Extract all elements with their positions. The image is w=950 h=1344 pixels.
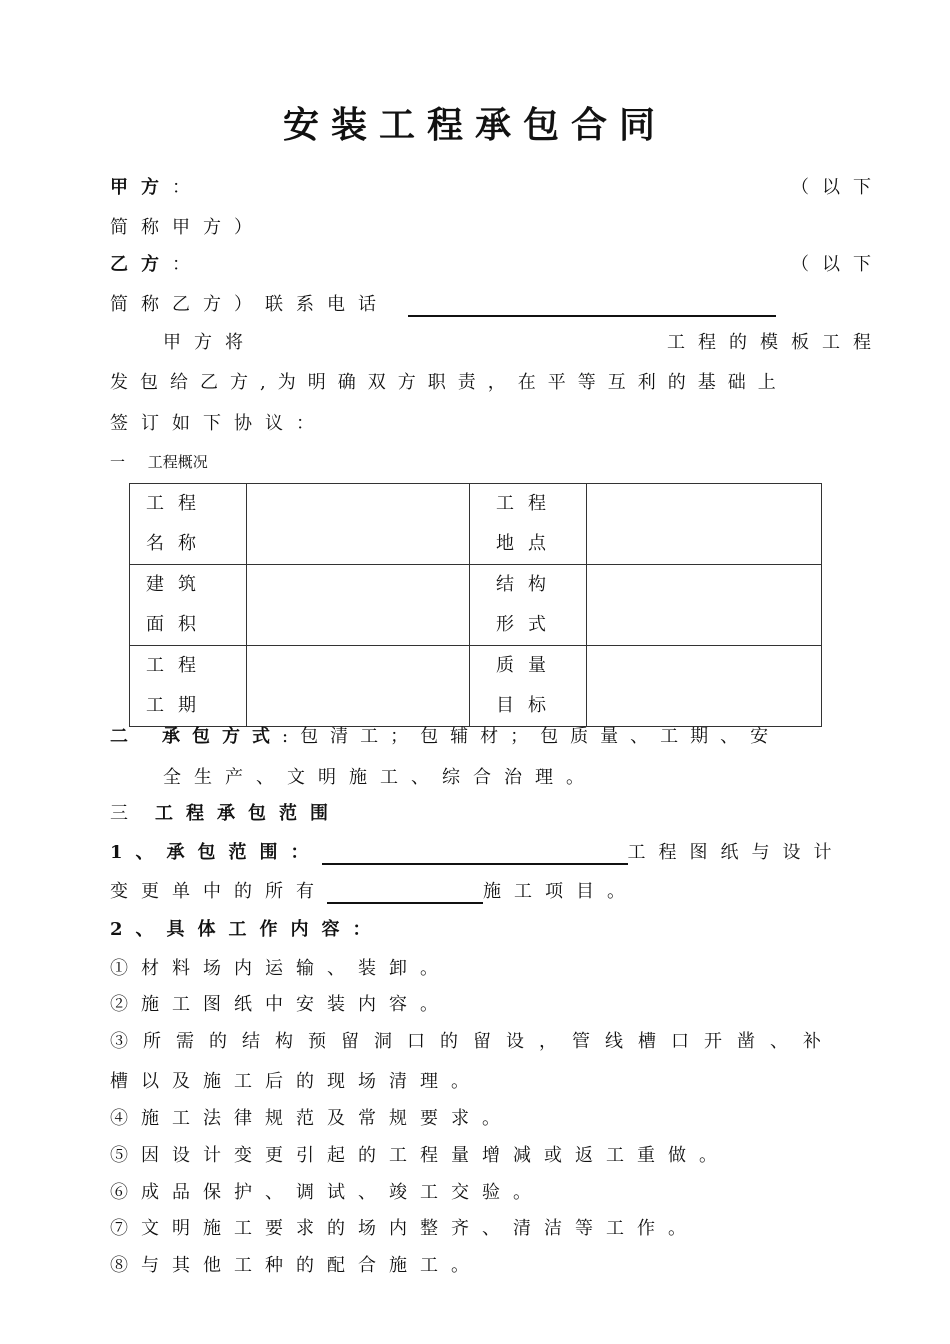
section1-heading	[110, 450, 208, 474]
table-label-line: 名称	[146, 533, 210, 554]
work-item: ③所需的结构预留洞口的留设，管线槽口开凿、补	[110, 1031, 836, 1052]
section1-title: 工程概况	[147, 453, 208, 471]
table-label-line: 工程	[146, 655, 210, 676]
phone-blank	[408, 295, 776, 317]
intro-line3: 签订如下协议：	[110, 413, 327, 434]
work-item: 槽以及施工后的现场清理。	[110, 1071, 482, 1092]
party-a-colon: ：	[172, 177, 203, 198]
party-b-label-text: 乙方	[110, 254, 172, 275]
work-item: ④施工法律规范及常规要求。	[110, 1108, 513, 1129]
item1-label: 1、承包范围：	[110, 842, 322, 863]
table-label-cell	[130, 646, 247, 727]
table-label-line: 工期	[146, 695, 210, 716]
item2-label: 2、具体工作内容：	[110, 919, 384, 940]
table-label-cell	[130, 484, 247, 565]
project-location-value	[587, 484, 822, 565]
items-blank	[327, 882, 483, 904]
party-b-colon: ：	[172, 254, 203, 275]
document-title: 安装工程承包合同	[282, 104, 667, 146]
work-item: ⑧与其他工种的配合施工。	[110, 1255, 482, 1276]
section2-title: 承包方式	[162, 726, 282, 747]
quality-target-value	[587, 646, 822, 727]
project-name-value	[247, 484, 470, 565]
party-b-contact-label: 简称乙方）联系电话	[110, 294, 389, 315]
table-label-line: 面积	[146, 614, 210, 635]
party-a-label-text: 甲方	[110, 177, 172, 198]
table-label-line: 结构	[496, 574, 560, 595]
section2-text: :包清工；包辅材；包质量、工期、安	[282, 726, 781, 747]
duration-value	[247, 646, 470, 727]
party-b-contact-line	[110, 293, 776, 317]
table-label-line: 形式	[496, 614, 560, 635]
table-label-line: 工程	[146, 493, 210, 514]
scope-blank	[322, 843, 628, 865]
project-overview-table	[129, 483, 822, 727]
table-label-line: 工程	[496, 493, 560, 514]
section2-line1	[110, 725, 780, 749]
structure-type-value	[587, 565, 822, 646]
section2-number: 二	[110, 726, 140, 747]
table-label-line: 目标	[496, 695, 560, 716]
party-b-label	[110, 253, 203, 277]
work-item: ⑥成品保护、调试、竣工交验。	[110, 1182, 544, 1203]
table-row	[130, 646, 822, 727]
table-label-cell	[470, 646, 587, 727]
item1-line2	[110, 880, 638, 904]
building-area-value	[247, 565, 470, 646]
section3-title: 工程承包范围	[155, 803, 341, 824]
table-label-cell	[130, 565, 247, 646]
table-label-cell	[470, 484, 587, 565]
table-label-line: 地点	[496, 533, 560, 554]
table-row	[130, 565, 822, 646]
work-item: ①材料场内运输、装卸。	[110, 958, 451, 979]
work-item: ⑤因设计变更引起的工程量增减或返工重做。	[110, 1145, 730, 1166]
party-b-suffix: （以下	[791, 254, 884, 275]
table-label-cell	[470, 565, 587, 646]
item1-line1-after: 工程图纸与设计	[627, 842, 845, 863]
party-a-short-name: 简称甲方）	[110, 217, 265, 238]
intro-line1-left: 甲方将	[163, 332, 256, 353]
table-row	[130, 484, 822, 565]
table-label-line: 质量	[496, 655, 560, 676]
section3-heading	[110, 802, 341, 826]
intro-line2: 发包给乙方,为明确双方职责，在平等互利的基础上	[110, 372, 788, 393]
work-item: ②施工图纸中安装内容。	[110, 994, 451, 1015]
item1-line2-after: 施工项目。	[483, 881, 638, 902]
intro-line1-right: 工程的模板工程	[667, 332, 884, 353]
section1-number: 一	[110, 453, 126, 471]
item1-line1	[110, 841, 845, 865]
table-label-line: 建筑	[146, 574, 210, 595]
item1-line2-before: 变更单中的所有	[110, 881, 327, 902]
section2-line2: 全生产、文明施工、综合治理。	[163, 767, 597, 788]
work-item: ⑦文明施工要求的场内整齐、清洁等工作。	[110, 1218, 699, 1239]
section3-number: 三	[110, 803, 141, 824]
party-a-label	[110, 176, 203, 200]
party-a-suffix: （以下	[791, 177, 884, 198]
